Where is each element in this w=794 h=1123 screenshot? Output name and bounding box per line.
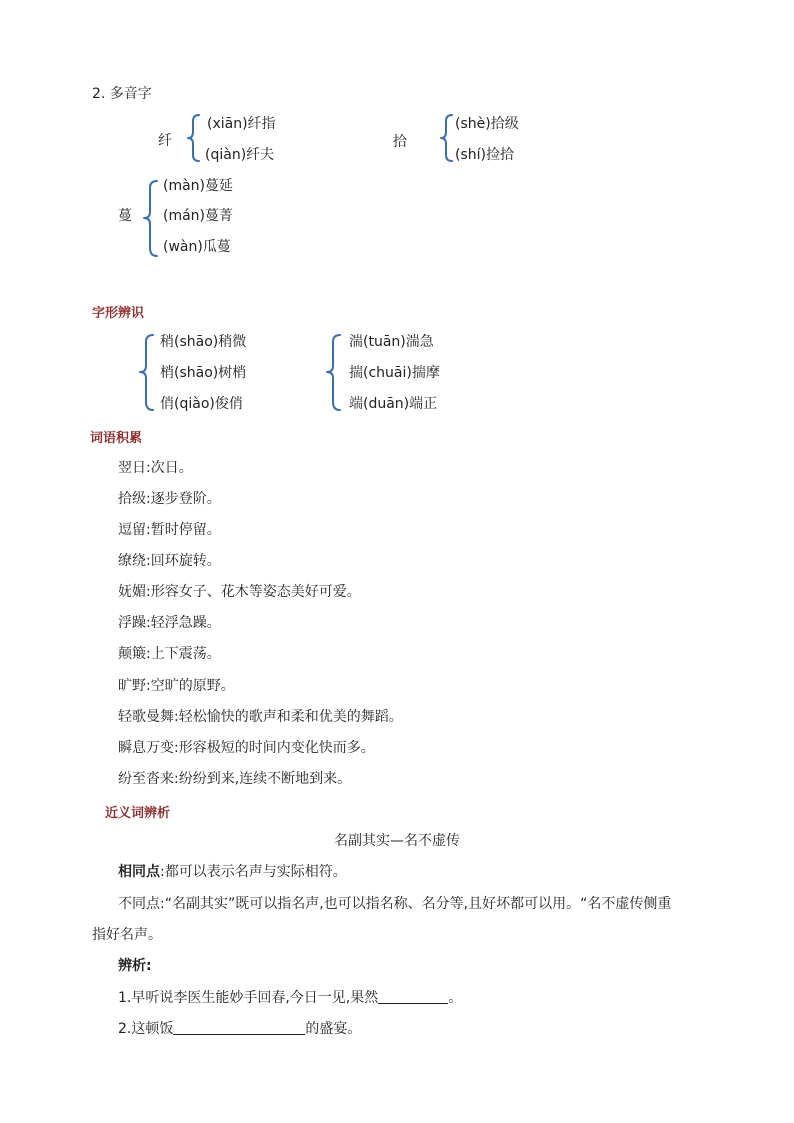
vocab-item: 缭绕:回环旋转。: [118, 553, 221, 569]
vocab-item: 旷野:空旷的原野。: [118, 678, 235, 694]
polyphone-item: (wàn)瓜蔓: [163, 239, 231, 255]
glyph-item: 梢(shāo)树梢: [160, 365, 247, 381]
question-1-text: 1.早听说李医生能妙手回春,今日一见,果然: [118, 990, 379, 1006]
question-1: [118, 989, 462, 1007]
vocab-item: 轻歌曼舞:轻松愉快的歌声和柔和优美的舞蹈。: [118, 709, 403, 725]
diff-point-text-cont: 指好名声。: [92, 927, 162, 943]
polyphone-item: (mán)蔓菁: [163, 208, 234, 224]
brace-icon: [138, 333, 156, 413]
section-heading-synonyms: 近义词辨析: [105, 806, 171, 821]
polyphone-item: (màn)蔓延: [163, 178, 234, 194]
polyphone-char: 拾: [393, 134, 407, 150]
vocab-item: 翌日:次日。: [118, 460, 193, 476]
glyph-item: 湍(tuān)湍急: [349, 334, 434, 350]
glyph-item: 揣(chuāi)揣摩: [349, 365, 440, 381]
section-heading-polyphones: 2. 多音字: [92, 86, 152, 102]
glyph-item: 俏(qiào)俊俏: [160, 396, 243, 412]
question-2-end: 的盛宴。: [305, 1021, 362, 1037]
polyphone-item: (xiān)纤指: [207, 116, 276, 132]
vocab-item: 拾级:逐步登阶。: [118, 491, 221, 507]
section-heading-glyphs: 字形辨识: [92, 306, 145, 321]
synonym-title: 名副其实—名不虚传: [334, 833, 460, 849]
glyph-item: 稍(shāo)稍微: [160, 334, 247, 350]
diff-point-label: 不同点: [118, 896, 160, 912]
vocab-item: 纷至沓来:纷纷到来,连续不断地到来。: [118, 771, 352, 787]
polyphone-item: (shí)捡拾: [455, 147, 514, 163]
diff-point-text: :“名副其实”既可以指名声,也可以指名称、名分等,且好坏都可以用。“名不虚传侧重: [160, 896, 672, 912]
polyphone-char: 蔓: [118, 208, 132, 224]
same-point-line: [118, 863, 347, 881]
brace-icon: [142, 179, 160, 259]
vocab-item: 颠簸:上下震荡。: [118, 646, 221, 662]
same-point-label: 相同点: [118, 864, 160, 880]
answer-blank-1[interactable]: [378, 989, 448, 1004]
polyphone-item: (shè)拾级: [455, 116, 519, 132]
question-2: [118, 1020, 361, 1038]
diff-point-line: [118, 895, 671, 913]
same-point-text: :都可以表示名声与实际相符。: [160, 864, 347, 880]
vocab-item: 瞬息万变:形容极短的时间内变化快而多。: [118, 740, 375, 756]
vocab-item: 浮躁:轻浮急躁。: [118, 615, 221, 631]
answer-blank-2[interactable]: [173, 1020, 305, 1035]
section-heading-vocab: 词语积累: [90, 431, 143, 446]
polyphone-item: (qiàn)纤夫: [205, 147, 275, 163]
brace-icon: [439, 113, 455, 163]
brace-icon: [325, 333, 343, 413]
vocab-item: 逗留:暂时停留。: [118, 522, 221, 538]
polyphone-char: 纤: [158, 133, 172, 149]
vocab-item: 妩媚:形容女子、花木等姿态美好可爱。: [118, 584, 361, 600]
brace-icon: [186, 113, 202, 163]
analysis-label: 辨析:: [118, 958, 152, 974]
glyph-item: 端(duān)端正: [349, 396, 438, 412]
question-1-end: 。: [448, 990, 463, 1006]
question-2-text: 2.这顿饭: [118, 1021, 174, 1037]
